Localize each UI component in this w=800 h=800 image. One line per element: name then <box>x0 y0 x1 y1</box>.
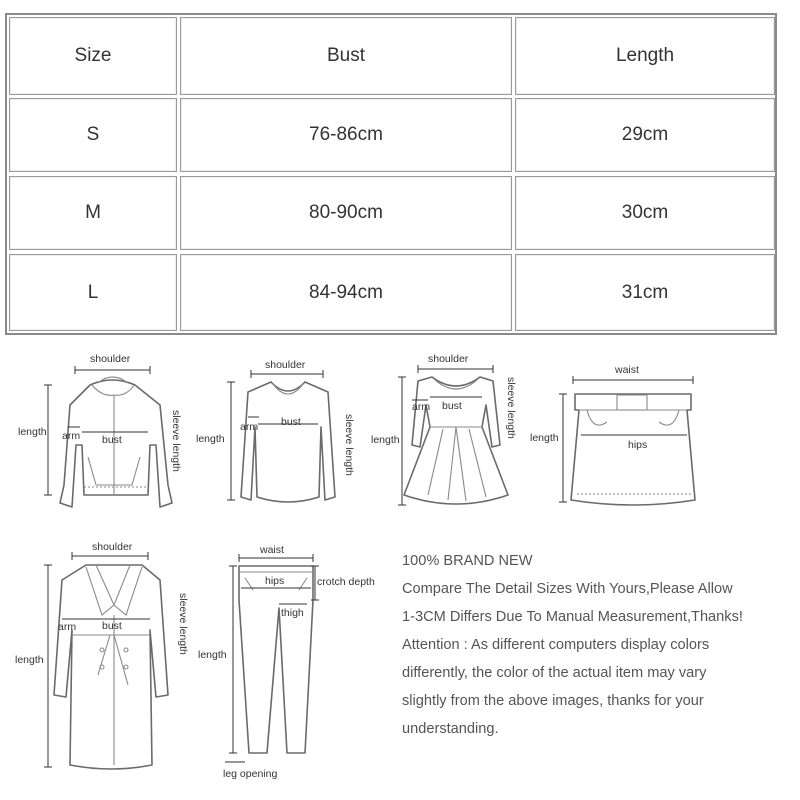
pants-leg-opening-label: leg opening <box>223 768 278 780</box>
coat-bust-label: bust <box>102 620 122 632</box>
pants-length-label: length <box>198 649 227 661</box>
row-m-size: M <box>9 176 177 250</box>
hoodie-bust-label: bust <box>102 434 122 446</box>
notice-line-attention: Attention : As different computers display colors <box>402 637 710 653</box>
size-table <box>5 13 777 335</box>
dress-bust-label: bust <box>442 400 462 412</box>
hoodie-shoulder-label: shoulder <box>90 353 131 365</box>
tshirt-bust-label: bust <box>281 416 301 428</box>
tshirt-shoulder-label: shoulder <box>265 359 306 371</box>
pants-thigh-label: thigh <box>281 607 304 619</box>
notice-line-understanding: understanding. <box>402 721 499 737</box>
row-s-length: 29cm <box>515 98 775 172</box>
dress-shoulder-label: shoulder <box>428 353 469 365</box>
header-bust: Bust <box>180 17 512 95</box>
row-m-bust: 80-90cm <box>180 176 512 250</box>
header-length: Length <box>515 17 775 95</box>
row-l-length: 31cm <box>515 254 775 331</box>
hoodie-length-label: length <box>18 426 47 438</box>
dress-length-label: length <box>371 434 400 446</box>
skirt-waist-label: waist <box>615 364 639 376</box>
header-size: Size <box>9 17 177 95</box>
notice-line-brand-new: 100% BRAND NEW <box>402 553 533 569</box>
pants-waist-label: waist <box>260 544 284 556</box>
tshirt-diagram <box>193 352 373 522</box>
skirt-hips-label: hips <box>628 439 648 451</box>
coat-sleeve-length-label: sleeve length <box>177 593 189 655</box>
tshirt-sleeve-length-label: sleeve length <box>343 414 355 476</box>
notice-line-slightly: slightly from the above images, thanks for your <box>402 693 704 709</box>
hoodie-diagram <box>10 345 195 525</box>
skirt-diagram <box>525 360 710 520</box>
notice-line-differently: differently, the color of the actual item may vary <box>402 665 707 681</box>
tshirt-arm-label: arm <box>240 421 259 433</box>
notice-line-differs: 1-3CM Differs Due To Manual Measurement,Thanks! <box>402 609 743 625</box>
skirt-length-label: length <box>530 432 559 444</box>
dress-arm-label: arm <box>412 401 431 413</box>
pants-crotch-depth-label: crotch depth <box>317 576 375 588</box>
pants-hips-label: hips <box>265 575 285 587</box>
row-m-length: 30cm <box>515 176 775 250</box>
hoodie-sleeve-length-label: sleeve length <box>170 410 182 472</box>
coat-length-label: length <box>15 654 44 666</box>
dress-diagram <box>368 345 538 520</box>
notice-text <box>402 547 797 743</box>
coat-diagram <box>10 535 200 785</box>
pants-diagram <box>195 538 395 788</box>
coat-shoulder-label: shoulder <box>92 541 133 553</box>
row-s-size: S <box>9 98 177 172</box>
hoodie-arm-label: arm <box>62 430 81 442</box>
row-s-bust: 76-86cm <box>180 98 512 172</box>
tshirt-length-label: length <box>196 433 225 445</box>
row-l-bust: 84-94cm <box>180 254 512 331</box>
notice-line-compare: Compare The Detail Sizes With Yours,Please Allow <box>402 581 733 597</box>
coat-arm-label: arm <box>58 621 77 633</box>
row-l-size: L <box>9 254 177 331</box>
dress-sleeve-length-label: sleeve length <box>505 377 517 439</box>
